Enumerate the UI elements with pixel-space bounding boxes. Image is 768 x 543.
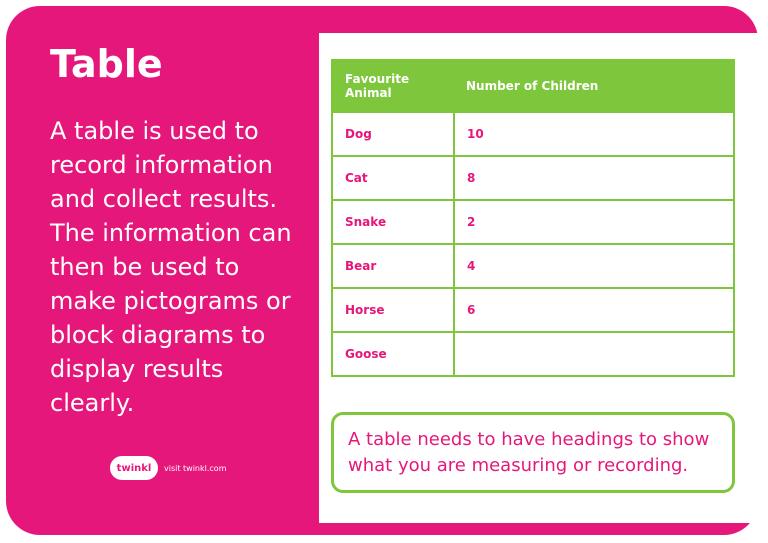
table-row xyxy=(332,288,734,332)
cell-count: 6 xyxy=(454,288,734,332)
logo-url: visit twinkl.com xyxy=(164,463,227,473)
cell-animal: Snake xyxy=(332,200,454,244)
cell-count: 4 xyxy=(454,244,734,288)
header-animal: Favourite Animal xyxy=(332,60,454,112)
cell-animal: Dog xyxy=(332,112,454,156)
cell-animal: Bear xyxy=(332,244,454,288)
cell-count: 10 xyxy=(454,112,734,156)
cell-animal: Cat xyxy=(332,156,454,200)
cell-count: 2 xyxy=(454,200,734,244)
table-row xyxy=(332,112,734,156)
logo-label: twinkl xyxy=(116,462,152,474)
note-text: A table needs to have headings to show what you are measuring or recording. xyxy=(348,429,710,476)
page-title: Table xyxy=(50,42,163,86)
table-row xyxy=(332,244,734,288)
description-text: A table is used to record information and collect results. The information can then be used to make pictograms or block diagrams to display results clearly. xyxy=(50,117,292,417)
cell-count xyxy=(454,332,734,376)
table-header-row xyxy=(332,60,734,112)
twinkl-logo xyxy=(110,456,226,480)
table-row xyxy=(332,156,734,200)
table-panel xyxy=(319,33,761,523)
table-row xyxy=(332,200,734,244)
cloud-icon xyxy=(110,456,158,480)
cell-animal: Goose xyxy=(332,332,454,376)
table-row xyxy=(332,332,734,376)
header-count: Number of Children xyxy=(454,60,734,112)
animal-table xyxy=(331,59,735,377)
poster-card xyxy=(6,6,758,535)
cell-count: 8 xyxy=(454,156,734,200)
note-box xyxy=(331,412,735,493)
cell-animal: Horse xyxy=(332,288,454,332)
